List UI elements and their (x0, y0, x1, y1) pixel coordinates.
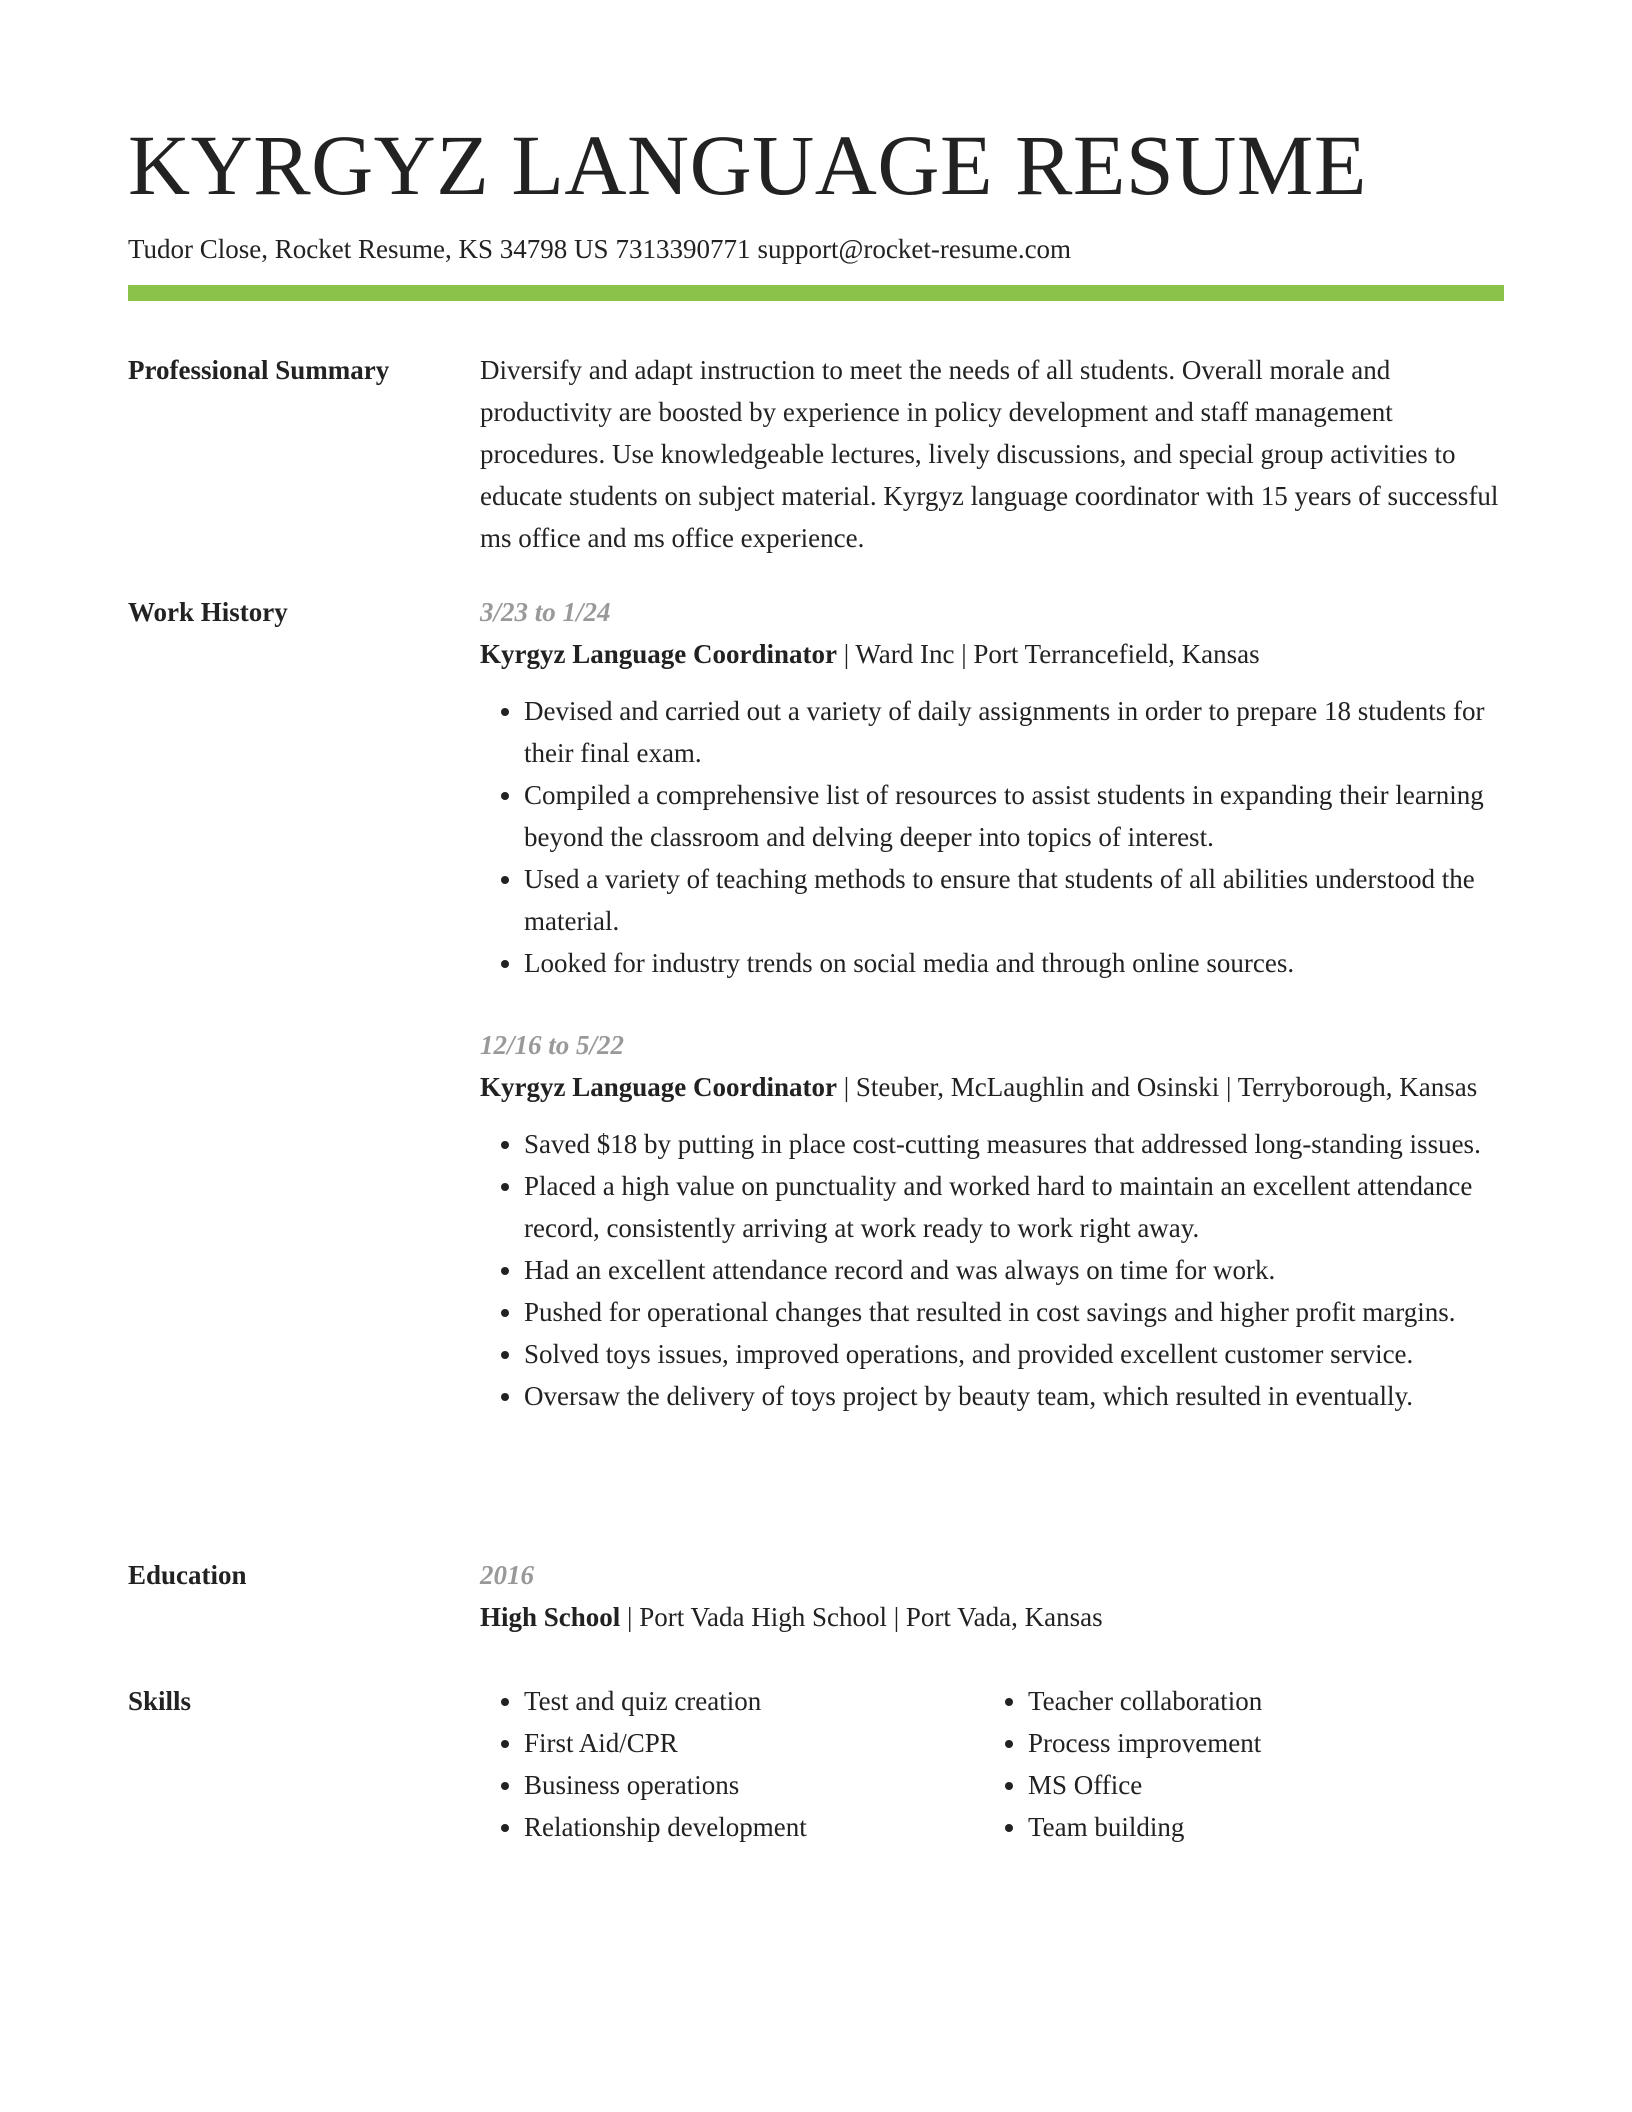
contact-email: support@rocket-resume.com (757, 234, 1072, 264)
skill-item: • Relationship development (524, 1806, 984, 1848)
skill-item: • Team building (1028, 1806, 1488, 1848)
skills-label: Skills (128, 1686, 192, 1716)
job-bullets (480, 1123, 1504, 1417)
job-bullets (480, 690, 1504, 984)
job-details: | Steuber, McLaughlin and Osinski | Terryborough, Kansas (837, 1072, 1478, 1102)
skill-item: • Process improvement (1028, 1722, 1488, 1764)
job-title-line (480, 633, 1504, 675)
job-dates: 3/23 to 1/24 (480, 597, 611, 627)
resume-title: KYRGYZ LANGUAGE RESUME (128, 117, 1367, 213)
skill-item: • Test and quiz creation (524, 1680, 984, 1722)
skill-item: • First Aid/CPR (524, 1722, 984, 1764)
skill-item: • Teacher collaboration (1028, 1680, 1488, 1722)
job-bullet: • Solved toys issues, improved operations, and provided excellent customer service. (524, 1333, 1504, 1375)
job-bullet: • Devised and carried out a variety of daily assignments in order to prepare 18 students for their final exam. (524, 690, 1504, 774)
education-degree: High School (480, 1602, 621, 1632)
job-entry (480, 1024, 1504, 1417)
job-bullet: • Oversaw the delivery of toys project by beauty team, which resulted in eventually. (524, 1375, 1504, 1417)
job-bullet: • Pushed for operational changes that resulted in cost savings and higher profit margins. (524, 1291, 1504, 1333)
skill-item: • Business operations (524, 1764, 984, 1806)
education-year: 2016 (480, 1560, 534, 1590)
header-divider (128, 285, 1504, 301)
work-history-body (480, 591, 1504, 1417)
job-title-line (480, 1066, 1504, 1108)
education-details: | Port Vada High School | Port Vada, Kansas (620, 1602, 1103, 1632)
education-label: Education (128, 1560, 247, 1590)
job-bullet: • Had an excellent attendance record and was always on time for work. (524, 1249, 1504, 1291)
summary-body (480, 349, 1504, 559)
summary-text: Diversify and adapt instruction to meet the needs of all students. Overall morale and productivity are boosted by experience in policy development and staff management procedures. Use knowledgeable lectures, lively discussions, and special group activities to educate students on subject material. Kyrgyz language coordinator with 15 years of successful ms office and ms office experience. (480, 355, 1499, 553)
summary-label: Professional Summary (128, 355, 390, 385)
education-line (480, 1596, 1504, 1638)
job-dates: 12/16 to 5/22 (480, 1030, 625, 1060)
job-bullet: • Saved $18 by putting in place cost-cutting measures that addressed long-standing issues. (524, 1123, 1504, 1165)
job-entry (480, 591, 1504, 984)
job-title: Kyrgyz Language Coordinator (480, 1072, 837, 1102)
skills-columns (480, 1680, 1504, 1848)
skill-item: • MS Office (1028, 1764, 1488, 1806)
work-history-label: Work History (128, 597, 288, 627)
skills-body (480, 1680, 1504, 1848)
job-bullet: • Placed a high value on punctuality and worked hard to maintain an excellent attendance record, consistently arriving at work ready to work right away. (524, 1165, 1504, 1249)
skills-list-right (984, 1680, 1488, 1848)
contact-address: Tudor Close, Rocket Resume, KS 34798 US (128, 234, 609, 264)
contact-phone: 7313390771 (615, 234, 751, 264)
education-body (480, 1554, 1504, 1638)
skills-list-left (480, 1680, 984, 1848)
job-bullet: • Compiled a comprehensive list of resources to assist students in expanding their learning beyond the classroom and delving deeper into topics of interest. (524, 774, 1504, 858)
job-bullet: • Used a variety of teaching methods to ensure that students of all abilities understood the material. (524, 858, 1504, 942)
job-title: Kyrgyz Language Coordinator (480, 639, 837, 669)
job-bullet: • Looked for industry trends on social media and through online sources. (524, 942, 1504, 984)
job-details: | Ward Inc | Port Terrancefield, Kansas (837, 639, 1260, 669)
contact-line (128, 231, 1078, 267)
